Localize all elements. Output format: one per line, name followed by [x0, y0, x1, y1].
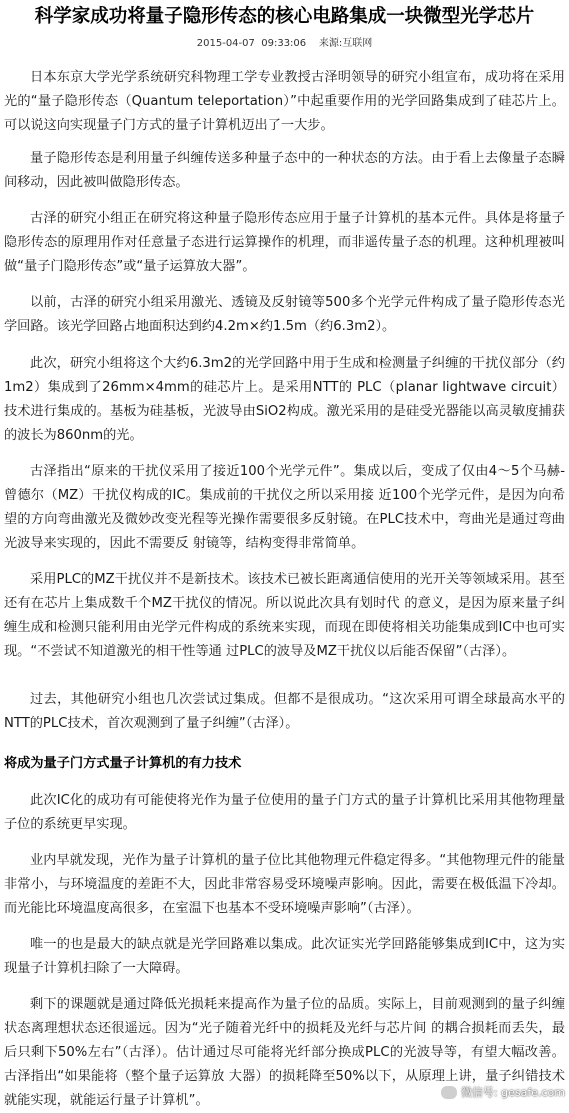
paragraph-2: 量子隐形传态是利用量子纠缠传送多种量子态中的一种状态的方法。由于看上去像量子态瞬间移动，因此被叫做隐形传态。 — [4, 151, 565, 190]
section-heading: 将成为量子门方式量子计算机的有力技术 — [4, 756, 242, 771]
paragraph-10: 业内早就发现，光作为量子计算机的量子位比其他物理元件稳定得多。“其他物理元件的能量非常小，与环境温度的差距不大，因此非常容易受环境噪声影响。因此，需要在极低温下冷却。而光能比环境温度高很多，在室温下也基本不受环境噪声影响”（古泽）。 — [4, 853, 565, 916]
paragraph-9: 此次IC化的成功有可能使将光作为量子位使用的量子门方式的量子计算机比采用其他物理量子位的系统更早实现。 — [4, 793, 565, 832]
article-meta: 2015-04-07 09:33:06 来源:互联网 — [196, 38, 373, 49]
article-title: 科学家成功将量子隐形传态的核心电路集成一块微型光学芯片 — [34, 6, 535, 27]
paragraph-12: 剩下的课题就是通过降低光损耗来提高作为量子位的品质。实际上，目前观测到的量子纠缠状态离理想状态还很遥远。因为“光子随着光纤中的损耗及光纤与芯片间 的耦合损耗而丢失，最后只剩下50%左右”（古泽）。估计通过尽可能将光纤部分换成PLC的光波导等，有望大幅改善。古泽指出“如果能将（整个量子运算放 大器）的损耗降至50%以下，从原理上讲，量子纠错技术就能实现，就能运行量子计算机”。 — [4, 997, 565, 1108]
paragraph-4: 以前，古泽的研究小组采用激光、透镜及反射镜等500多个光学元件构成了量子隐形传态光学回路。该光学回路占地面积达到约4.2m×约1.5m（约6.3m2）。 — [4, 295, 565, 334]
watermark-text: 微信号: gesafe.com — [460, 1086, 565, 1099]
paragraph-5: 此次，研究小组将这个大约6.3m2的光学回路中用于生成和检测量子纠缠的干扰仪部分（约1m2）集成到了26mm×4mm的硅芯片上。是采用NTT的 PLC（planar lightwave circuit）技术进行集成的。基板为硅基板，光波导由SiO2构成。激光采用的是硅受光器能以高灵敏度捕获的波长为860nm的光。 — [4, 356, 565, 443]
paragraph-3: 古泽的研究小组正在研究将这种量子隐形传态应用于量子计算机的基本元件。具体是将量子隐形传态的原理用作对任意量子态进行运算操作的机理，而非遥传量子态的机理。这种机理被叫做“量子门隐形传态”或“量子运算放大器”。 — [4, 211, 565, 274]
paragraph-7: 采用PLC的MZ干扰仪并不是新技术。该技术已被长距离通信使用的光开关等领域采用。甚至还有在芯片上集成数千个MZ干扰仪的情况。所以说此次具有划时代 的意义，是因为原来量子纠缠生成和检测只能利用由光学元件构成的系统来实现，而现在即使将相关功能集成到IC中也可实现。“不尝试不知道激光的相干性等通 过PLC的波导及MZ干扰仪以后能否保留”（古泽）。 — [4, 572, 565, 659]
paragraph-6: 古泽指出“原来的干扰仪采用了接近100个光学元件”。集成以后，变成了仅由4～5个马赫-曾德尔（MZ）干扰仪构成的IC。集成前的干扰仪之所以采用接 近100个光学元件，是因为向希望的方向弯曲激光及微妙改变光程等光操作需要很多反射镜。在PLC技术中，弯曲光是通过弯曲光波导来实现的，因此不需要反 射镜等，结构变得非常简单。 — [4, 464, 565, 551]
wechat-watermark — [440, 1082, 565, 1102]
paragraph-8: 过去，其他研究小组也几次尝试过集成。但都不是很成功。“这次采用可谓全球最高水平的NTT的PLC技术，首次观测到了量子纠缠”（古泽）。 — [4, 692, 565, 731]
wechat-bubble-icon — [440, 1085, 458, 1100]
paragraph-11: 唯一的也是最大的缺点就是光学回路难以集成。此次证实光学回路能够集成到IC中，这为实现量子计算机扫除了一大障碍。 — [4, 937, 565, 976]
paragraph-1: 日本东京大学光学系统研究科物理工学专业教授古泽明领导的研究小组宣布，成功将在采用光的“量子隐形传态（Quantum teleportation）”中起重要作用的光学回路集成到了硅芯片上。可以说这向实现量子门方式的量子计算机迈出了一大步。 — [4, 70, 565, 133]
